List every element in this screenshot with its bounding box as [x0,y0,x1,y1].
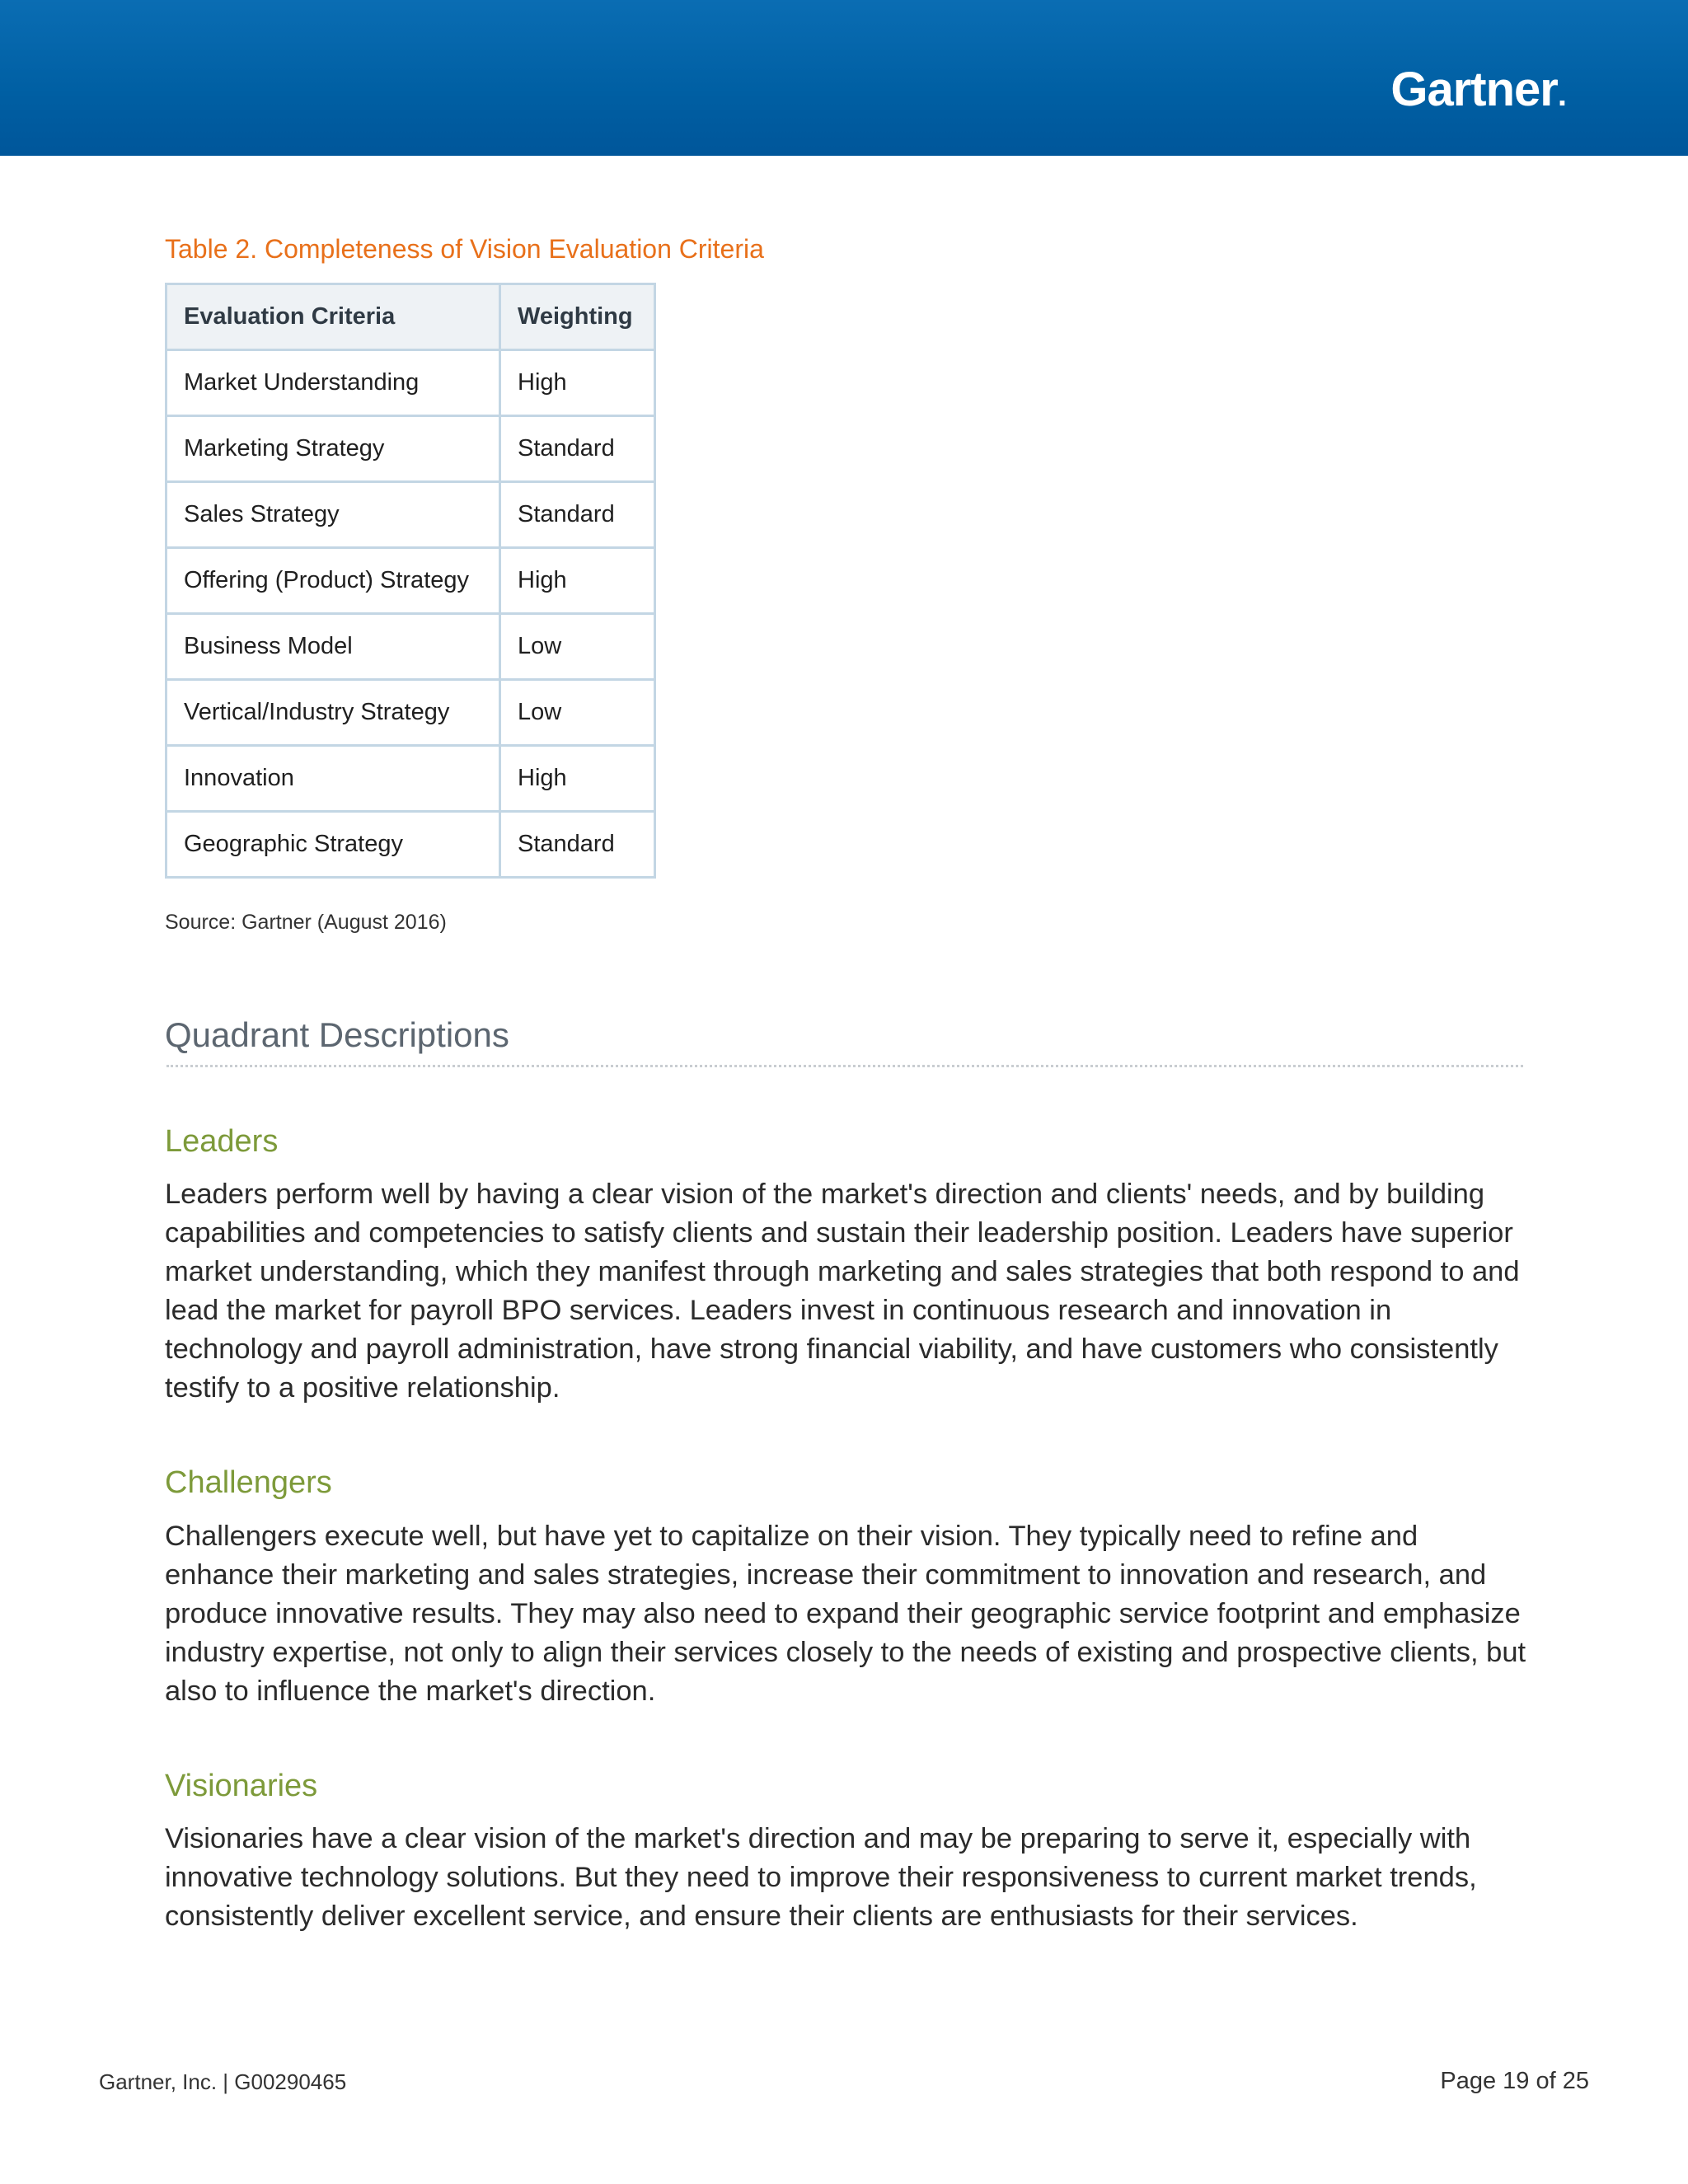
criteria-cell: Innovation [166,746,500,812]
table-row [166,812,655,878]
criteria-cell: Geographic Strategy [166,812,500,878]
visionaries-heading: Visionaries [165,1769,318,1803]
criteria-cell: Market Understanding [166,350,500,416]
table-row [166,482,655,548]
weighting-cell: High [500,548,655,614]
weighting-cell: Standard [500,482,655,548]
challengers-heading: Challengers [165,1465,332,1500]
weighting-cell: Standard [500,416,655,482]
section-divider [166,1065,1523,1067]
column-header-weighting: Weighting [500,284,655,350]
column-header-criteria: Evaluation Criteria [166,284,500,350]
criteria-cell: Sales Strategy [166,482,500,548]
section-title: Quadrant Descriptions [165,1015,509,1054]
table-row [166,746,655,812]
leaders-paragraph: Leaders perform well by having a clear vision of the market's direction and clients' needs, and by building capabilities and competencies to satisfy clients and sustain their leadership position. Leaders have superior market understanding, which they manifest through marketing and sales strategies that both respond to and lead the market for payroll BPO services. Leaders invest in continuous research and innovation in technology and payroll administration, have strong financial viability, and have customers who consistently testify to a positive relationship. [165,1179,1520,1404]
logo-text: Gartner [1390,63,1558,116]
table-row [166,614,655,680]
table-row [166,680,655,746]
criteria-cell: Marketing Strategy [166,416,500,482]
visionaries-paragraph: Visionaries have a clear vision of the market's direction and may be preparing to serve it, especially with innovative technology solutions. But they need to improve their responsiveness to current market trends, consistently deliver excellent service, and ensure their clients are enthusiasts for their services. [165,1823,1477,1932]
footer-document-id: Gartner, Inc. | G00290465 [99,2069,347,2094]
weighting-cell: Standard [500,812,655,878]
weighting-cell: Low [500,680,655,746]
evaluation-criteria-table [165,283,656,879]
challengers-paragraph: Challengers execute well, but have yet to capitalize on their vision. They typically need to refine and enhance their marketing and sales strategies, increase their commitment to innovation and research, and produce innovative results. They may also need to expand their geographic service footprint and emphasize industry expertise, not only to align their services closely to the needs of existing and prospective clients, but also to influence the market's direction. [165,1521,1526,1707]
table-row [166,350,655,416]
table-header-row [166,284,655,350]
gartner-logo [1390,63,1566,116]
criteria-cell: Vertical/Industry Strategy [166,680,500,746]
criteria-cell: Business Model [166,614,500,680]
criteria-cell: Offering (Product) Strategy [166,548,500,614]
page-header-banner [0,0,1688,156]
logo-dot: . [1557,77,1566,113]
table-row [166,416,655,482]
weighting-cell: Low [500,614,655,680]
table-caption: Table 2. Completeness of Vision Evaluation Criteria [165,234,764,264]
weighting-cell: High [500,350,655,416]
weighting-cell: High [500,746,655,812]
table-source-note: Source: Gartner (August 2016) [165,911,447,934]
footer-page-number: Page 19 of 25 [1440,2068,1589,2094]
leaders-heading: Leaders [165,1124,279,1159]
table-row [166,548,655,614]
